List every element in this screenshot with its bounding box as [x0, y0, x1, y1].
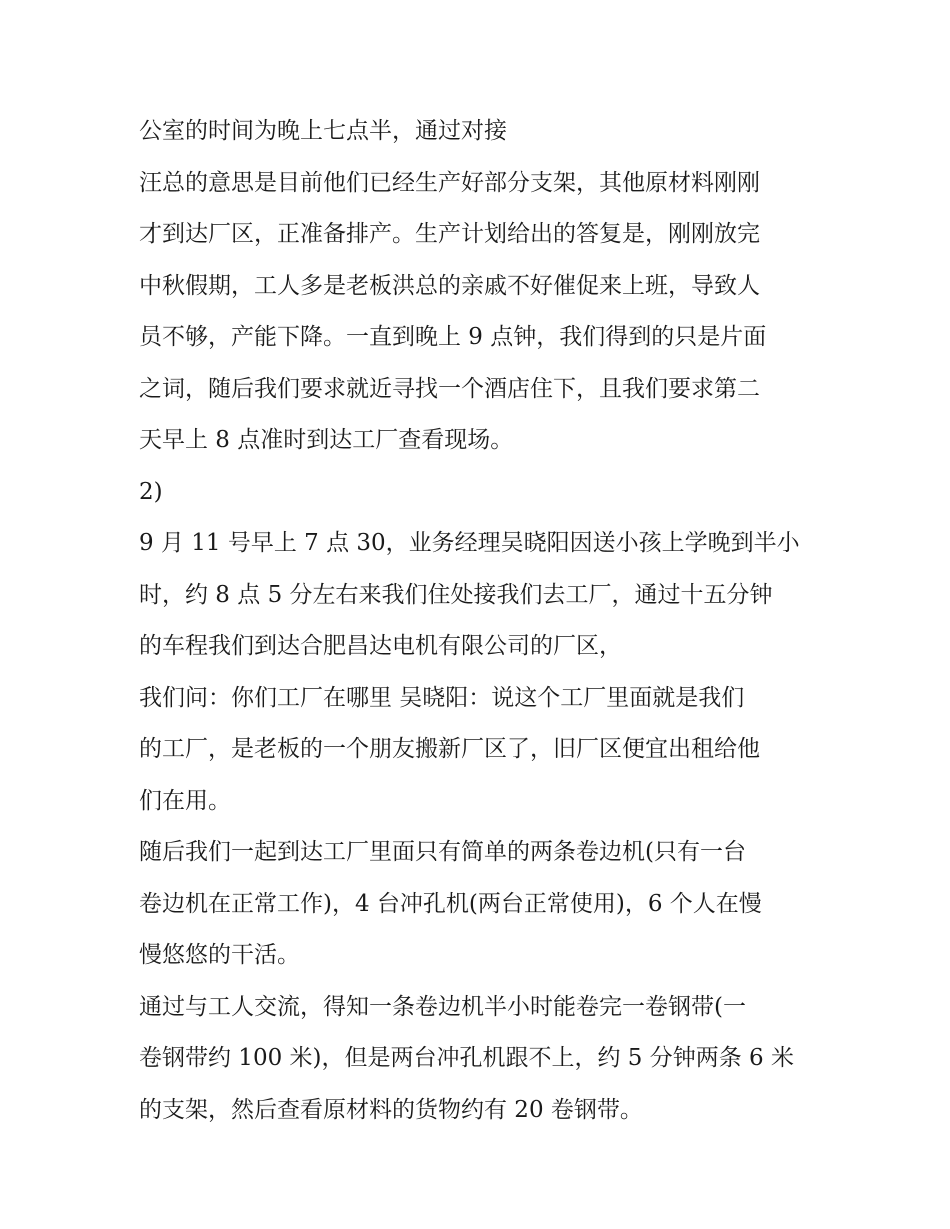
text-line: 才到达厂区，正准备排产。生产计划给出的答复是，刚刚放完 — [139, 221, 760, 247]
text-line: 员不够，产能下降。一直到晚上 9 点钟，我们得到的只是片面 — [139, 324, 767, 350]
text-line: 中秋假期，工人多是老板洪总的亲戚不好催促来上班，导致人 — [139, 272, 760, 299]
text-line: 的车程我们到达合肥昌达电机有限公司的厂区， — [139, 633, 622, 659]
section-number: 2) — [139, 478, 163, 505]
text-line: 卷边机在正常工作)，4 台冲孔机(两台正常使用)，6 个人在慢 — [139, 890, 762, 917]
text-line: 们在用。 — [139, 787, 231, 814]
text-line: 我们问：你们工厂在哪里 吴晓阳：说这个工厂里面就是我们 — [139, 684, 745, 711]
text-line: 的支架，然后查看原材料的货物约有 20 卷钢带。 — [139, 1096, 643, 1123]
text-line: 时，约 8 点 5 分左右来我们住处接我们去工厂，通过十五分钟 — [139, 581, 773, 608]
text-line: 慢悠悠的干活。 — [139, 942, 300, 968]
text-line: 9 月 11 号早上 7 点 30，业务经理吴晓阳因送小孩上学晚到半小 — [139, 530, 800, 556]
text-line: 天早上 8 点准时到达工厂查看现场。 — [139, 427, 514, 453]
text-line: 公室的时间为晚上七点半，通过对接 — [139, 118, 507, 144]
text-line: 随后我们一起到达工厂里面只有简单的两条卷边机(只有一台 — [139, 839, 746, 865]
text-line: 通过与工人交流，得知一条卷边机半小时能卷完一卷钢带(一 — [139, 993, 746, 1020]
text-line: 的工厂，是老板的一个朋友搬新厂区了，旧厂区便宜出租给他 — [139, 736, 760, 762]
document-body — [139, 106, 829, 1136]
text-line: 汪总的意思是目前他们已经生产好部分支架，其他原材料刚刚 — [139, 169, 760, 196]
text-line: 之词，随后我们要求就近寻找一个酒店住下，且我们要求第二 — [139, 375, 760, 402]
text-line: 卷钢带约 100 米)，但是两台冲孔机跟不上，约 5 分钟两条 6 米 — [139, 1045, 795, 1071]
